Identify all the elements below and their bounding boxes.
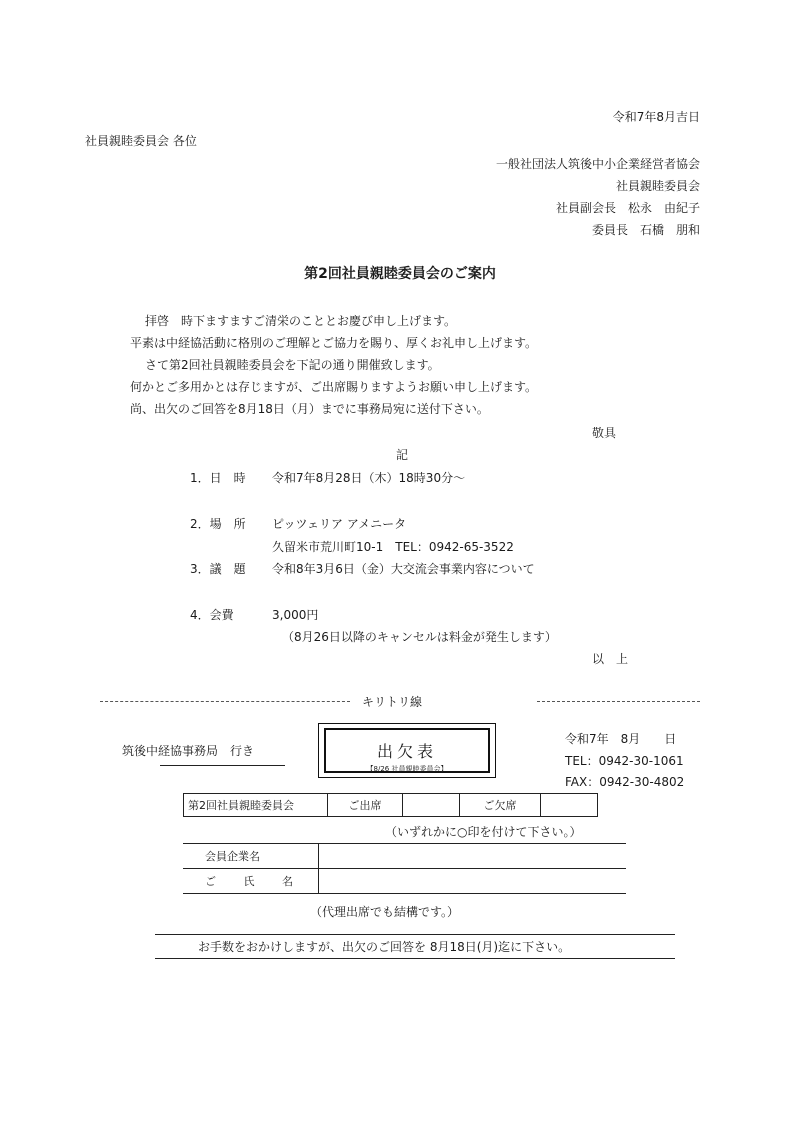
reply-date: 令和7年 8月 日 (565, 732, 677, 746)
attend-label: ご出席 (328, 794, 403, 817)
sender-org: 一般社団法人筑後中小企業経営者協会 (495, 157, 700, 171)
event-name-cell: 第2回社員親睦委員会 (184, 794, 328, 817)
item-fee-value: 3,000円 (272, 608, 319, 622)
proxy-note: （代理出席でも結構です。） (310, 905, 460, 919)
footer-top-rule (155, 934, 675, 935)
item-place-value: ピッツェリア アメニータ (272, 517, 407, 531)
item-date-label: 1．日 時 (190, 471, 246, 485)
name-field[interactable] (319, 869, 627, 894)
attend-mark-cell[interactable] (403, 794, 460, 817)
closing: 敬具 (592, 426, 617, 440)
item-fee-label: 4．会費 (190, 608, 234, 622)
body-line: 拝啓 時下ますますご清栄のこととお慶び申し上げます。 (145, 314, 457, 328)
attendance-table (183, 793, 598, 817)
attendance-mark-subtitle: 【8/26 社員親睦委員会】 (366, 765, 448, 773)
reply-tel: TEL：0942-30-1061 (565, 754, 684, 768)
issue-date: 令和7年8月吉日 (612, 110, 700, 124)
item-topic-label: 3．議 題 (190, 562, 246, 576)
absent-label: ご欠席 (460, 794, 541, 817)
dest-underline (160, 765, 285, 766)
name-label: ご 氏 名 (183, 869, 319, 894)
member-info-table (183, 843, 626, 894)
reply-deadline-note: お手数をおかけしますが、出欠のご回答を 8月18日(月)迄に下さい。 (198, 940, 571, 954)
attendance-mark-box (318, 723, 496, 778)
cut-line-label: キリトリ線 (362, 695, 423, 709)
sender-vice: 社員副会長 松永 由紀子 (555, 201, 700, 215)
body-line: 何かとご多用かとは存じますが、ご出席賜りますようお願い申し上げます。 (130, 380, 538, 394)
ki-mark: 記 (396, 448, 409, 462)
body-line: 平素は中経協活動に格別のご理解とご協力を賜り、厚くお礼申し上げます。 (130, 336, 538, 350)
ijou: 以 上 (592, 652, 629, 666)
item-place-address: 久留米市荒川町10-1 TEL：0942-65-3522 (272, 540, 514, 554)
cut-line-right (537, 701, 700, 702)
body-line: さて第2回社員親睦委員会を下記の通り開催致します。 (145, 358, 440, 372)
reply-fax: FAX：0942-30-4802 (565, 775, 685, 789)
page-title: 第2回社員親睦委員会のご案内 (304, 266, 496, 282)
attendance-mark-title: 出欠表 (376, 742, 437, 761)
reply-destination: 筑後中経協事務局 行き (122, 744, 255, 758)
addressee: 社員親睦委員会 各位 (85, 134, 197, 148)
item-topic-value: 令和8年3月6日（金）大交流会事業内容について (272, 562, 535, 576)
cut-line-left (100, 701, 350, 702)
company-label: 会員企業名 (183, 844, 319, 869)
item-fee-note: （8月26日以降のキャンセルは料金が発生します） (282, 630, 557, 644)
circle-instruction: （いずれかに○印を付けて下さい。） (385, 825, 582, 839)
footer-bottom-rule (155, 958, 675, 959)
body-line: 尚、出欠のご回答を8月18日（月）までに事務局宛に送付下さい。 (130, 402, 489, 416)
company-field[interactable] (319, 844, 627, 869)
item-place-label: 2．場 所 (190, 517, 246, 531)
sender-committee: 社員親睦委員会 (615, 179, 700, 193)
absent-mark-cell[interactable] (541, 794, 598, 817)
item-date-value: 令和7年8月28日（木）18時30分～ (272, 471, 466, 485)
sender-chair: 委員長 石橋 朋和 (591, 223, 700, 237)
